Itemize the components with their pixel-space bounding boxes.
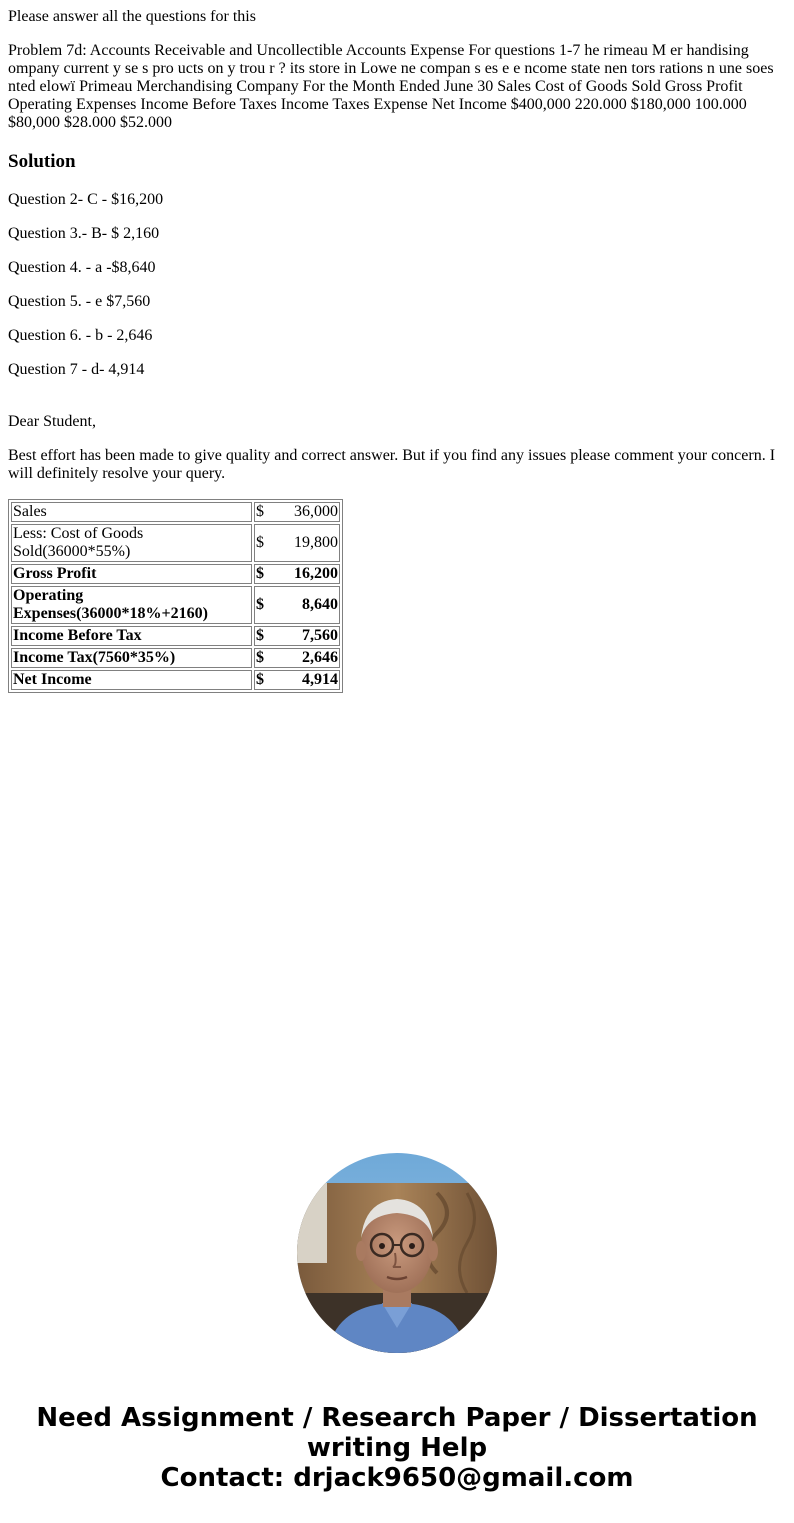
row-amount bbox=[254, 586, 340, 624]
currency-sign: $ bbox=[256, 534, 264, 551]
row-amount bbox=[254, 502, 340, 522]
answers-list bbox=[8, 191, 786, 395]
row-label: Sales bbox=[11, 502, 252, 522]
currency-sign: $ bbox=[256, 596, 264, 613]
row-amount bbox=[254, 648, 340, 668]
footer-contact[interactable]: Contact: drjack9650@gmail.com bbox=[160, 1463, 634, 1493]
row-label: Net Income bbox=[11, 670, 252, 690]
answer-item: Question 2- C - $16,200 bbox=[8, 191, 164, 208]
row-value: 36,000 bbox=[294, 503, 338, 520]
table-row bbox=[11, 502, 340, 522]
table-row bbox=[11, 626, 340, 646]
intro-text: Please answer all the questions for this bbox=[8, 8, 256, 25]
row-value: 4,914 bbox=[302, 671, 338, 688]
note-text: Best effort has been made to give quality and correct answer. But if you find any issues please comment your concern. I will definitely resolve your query. bbox=[8, 447, 776, 482]
row-amount bbox=[254, 524, 340, 562]
row-value: 16,200 bbox=[294, 565, 338, 582]
row-value: 2,646 bbox=[302, 649, 338, 666]
table-row bbox=[11, 524, 340, 562]
currency-sign: $ bbox=[256, 503, 264, 520]
currency-sign: $ bbox=[256, 565, 264, 582]
row-value: 8,640 bbox=[302, 596, 338, 613]
table-row bbox=[11, 670, 340, 690]
row-label: Income Tax(7560*35%) bbox=[11, 648, 252, 668]
footer-banner bbox=[0, 1403, 794, 1493]
table-row bbox=[11, 564, 340, 584]
row-label: Gross Profit bbox=[11, 564, 252, 584]
answer-item: Question 5. - e $7,560 bbox=[8, 293, 151, 310]
answer-item: Question 7 - d- 4,914 bbox=[8, 361, 145, 378]
problem-text: Problem 7d: Accounts Receivable and Uncollectible Accounts Expense For questions 1-7 he rimeau M er handising ompany current y se s pro ucts on y trou r ? its store in Lowe ne compan s es e e ncome state nen tors rations n une soes nted elowï Primeau Merchandising Company For the Month Ended June 30 Sales Cost of Goods Sold Gross Profit Operating Expenses Income Before Taxes Income Taxes Expense Net Income $400,000 220.000 $180,000 100.000 $80,000 $28.000 $52.000 bbox=[8, 42, 774, 131]
currency-sign: $ bbox=[256, 671, 264, 688]
row-amount bbox=[254, 564, 340, 584]
row-label: Income Before Tax bbox=[11, 626, 252, 646]
answer-item: Question 3.- B- $ 2,160 bbox=[8, 225, 160, 242]
currency-sign: $ bbox=[256, 627, 264, 644]
row-value: 7,560 bbox=[302, 627, 338, 644]
table-row bbox=[11, 586, 340, 624]
income-statement-table bbox=[8, 499, 343, 693]
tutor-portrait-image bbox=[297, 1153, 497, 1353]
table-row bbox=[11, 648, 340, 668]
footer-line-1: Need Assignment / Research Paper / Dissertation bbox=[36, 1403, 758, 1433]
row-label: Less: Cost of Goods Sold(36000*55%) bbox=[11, 524, 252, 562]
currency-sign: $ bbox=[256, 649, 264, 666]
answer-item: Question 6. - b - 2,646 bbox=[8, 327, 153, 344]
answer-item: Question 4. - a -$8,640 bbox=[8, 259, 156, 276]
row-amount bbox=[254, 670, 340, 690]
tutor-avatar bbox=[297, 1153, 497, 1353]
greeting: Dear Student, bbox=[8, 413, 96, 430]
footer-line-2: writing Help bbox=[306, 1433, 488, 1463]
row-value: 19,800 bbox=[294, 534, 338, 551]
solution-heading: Solution bbox=[8, 151, 76, 172]
row-amount bbox=[254, 626, 340, 646]
row-label: Operating Expenses(36000*18%+2160) bbox=[11, 586, 252, 624]
